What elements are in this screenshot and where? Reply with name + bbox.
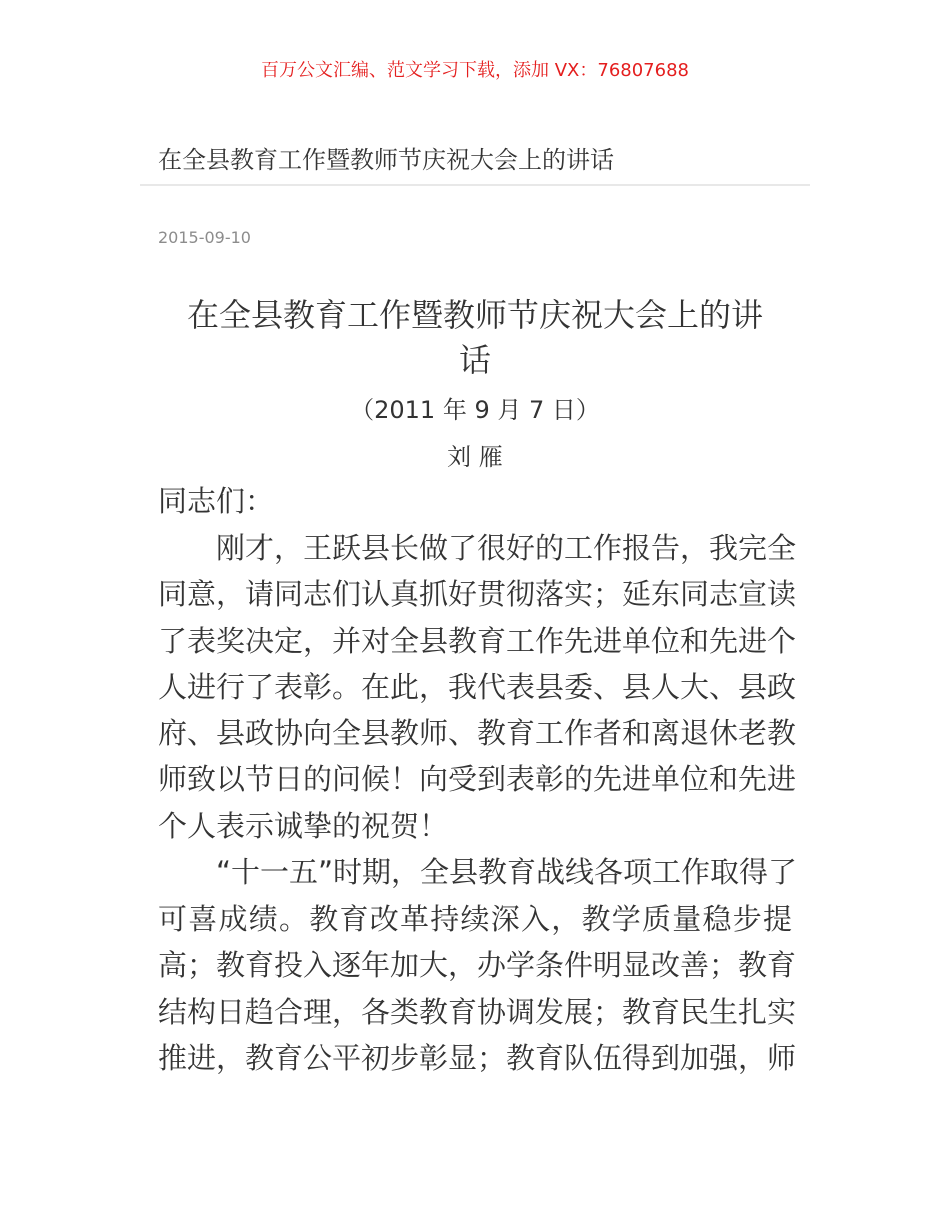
text-line: 同意，请同志们认真抓好贯彻落实；延东同志宣读 xyxy=(158,577,797,611)
article-title-line: 话 xyxy=(458,341,491,379)
text-line: “十一五”时期，全县教育战线各项工作取得了 xyxy=(216,855,798,889)
publish-date: 2015-09-10 xyxy=(158,228,251,247)
promo-banner: 百万公文汇编、范文学习下载，添加 VX：76807688 xyxy=(261,60,689,81)
author: 刘 雁 xyxy=(447,443,503,471)
text-line: 结构日趋合理，各类教育协调发展；教育民生扎实 xyxy=(158,995,797,1029)
text-line: 府、县政协向全县教师、教育工作者和离退休老教 xyxy=(158,716,797,750)
text-line: 师致以节日的问候！向受到表彰的先进单位和先进 xyxy=(158,762,797,796)
speech-date: （2011 年 9 月 7 日） xyxy=(350,396,600,424)
divider xyxy=(140,184,810,186)
page-title: 在全县教育工作暨教师节庆祝大会上的讲话 xyxy=(158,146,614,174)
text-line: 可喜成绩。教育改革持续深入，教学质量稳步提 xyxy=(158,902,792,936)
text-line: 人进行了表彰。在此，我代表县委、县人大、县政 xyxy=(158,670,797,704)
text-line: 刚才，王跃县长做了很好的工作报告，我完全 xyxy=(216,531,797,565)
salutation: 同志们： xyxy=(158,484,275,518)
text-line: 了表奖决定，并对全县教育工作先进单位和先进个 xyxy=(158,624,797,658)
article-title-line: 在全县教育工作暨教师节庆祝大会上的讲 xyxy=(186,296,763,334)
text-line: 个人表示诚挚的祝贺！ xyxy=(158,809,449,843)
text-line: 推进，教育公平初步彰显；教育队伍得到加强，师 xyxy=(158,1041,797,1075)
text-line: 高；教育投入逐年加大，办学条件明显改善；教育 xyxy=(158,948,797,982)
